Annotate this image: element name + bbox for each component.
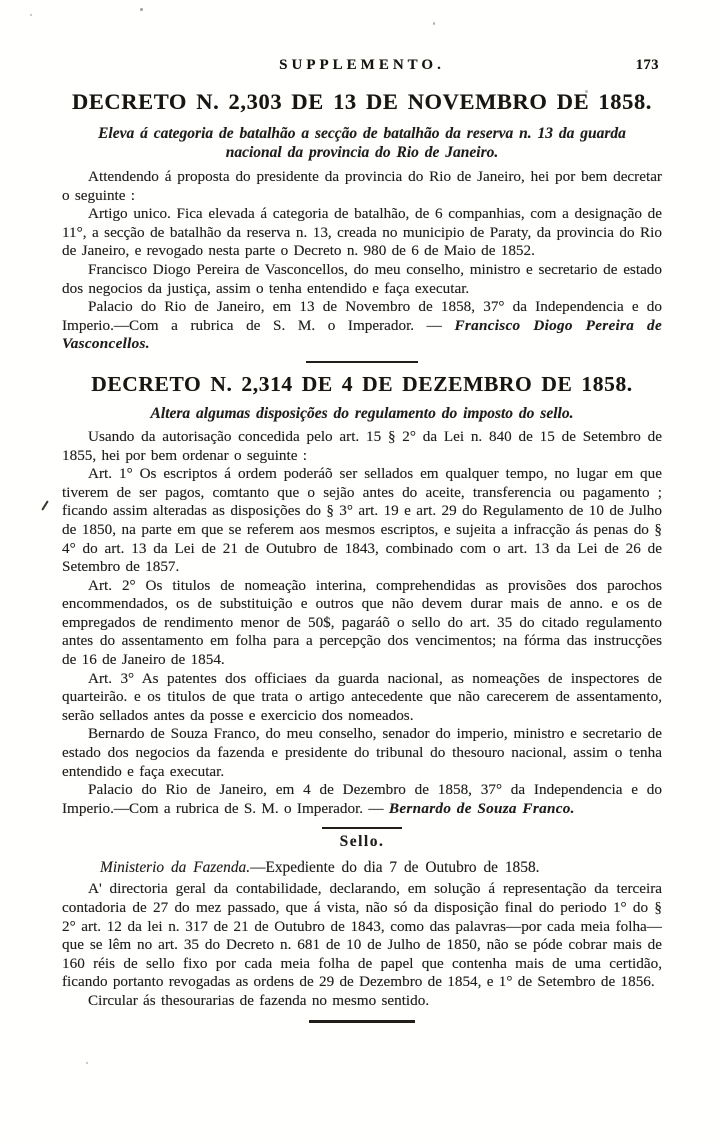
journal-title: SUPPLEMENTO. xyxy=(279,57,445,73)
closing-text: Palacio do Rio de Janeiro, em 4 de Dezembro de 1858, 37° da Independencia e do Imperio.—Com a rubrica de S. M. o Imperador. — xyxy=(62,781,662,817)
decree-2314-summary: Altera algumas disposições do regulamento do imposto do sello. xyxy=(150,404,574,422)
paragraph: Art. 2° Os titulos de nomeação interina, comprehendidas as provisões dos parochos encommendados, os de substituição e outros que não devem durar mais de anno. e os de empregados de rendimento menor de 50$, pagaráõ o sello do art. 35 do citado regulamento antes do assentamento em folha para a percepção dos vencimentos; na fórma das instrucções de 16 de Janeiro de 1854. xyxy=(62,576,662,669)
paragraph: A' directoria geral da contabilidade, declarando, em solução á representação da terceira contadoria de 27 do mez passado, que á vista, não só da disposição final do periodo 1° do § 2° art. 12 da lei n. 317 de 21 de Outubro de 1843, como das palavras—por cada meia folha— que se lêm no art. 35 do Decreto n. 681 de 10 de Julho de 1850, não se póde cobrar mais de 160 réis de sello fixo por cada meia folha de papel que contenha mais de uma certidão, ficando portanto revogadas as ordens de 29 de Dezembro de 1854, e 1° de Setembro de 1856. xyxy=(62,880,662,991)
sello-heading: Sello. xyxy=(339,833,385,851)
expediente-line xyxy=(62,859,662,877)
paragraph: Usando da autorisação concedida pelo art. 15 § 2° da Lei n. 840 de 15 de Setembro de 1855, hei por bem ordenar o seguinte : xyxy=(62,427,662,464)
scan-speck xyxy=(585,90,588,93)
running-head xyxy=(62,56,662,76)
sello-body xyxy=(62,880,662,1010)
margin-pen-mark xyxy=(41,500,49,510)
signature-text: Francisco Diogo Pereira de Vasconcellos. xyxy=(62,316,662,353)
paragraph: Artigo unico. Fica elevada á categoria de batalhão, de 6 companhias, com a designação de 11°, a secção de batalhão da reserva n. 13, creada no municipio de Paraty, da provincia do Rio de Janeiro, e revogado nesta parte o Decreto n. 980 de 6 de Maio de 1852. xyxy=(62,205,662,260)
scan-speck xyxy=(433,22,435,25)
ministry-name: Ministerio da Fazenda. xyxy=(100,859,251,877)
section-divider xyxy=(306,361,418,363)
scan-speck xyxy=(30,14,32,16)
decree-2303-summary: Eleva á categoria de batalhão a secção de batalhão da reserva n. 13 da guarda nacional da provincia do Rio de Janeiro. xyxy=(98,125,626,161)
paragraph: Art. 1° Os escriptos á ordem poderáõ ser sellados em qualquer tempo, no lugar em que tiverem de ser pagos, comtanto que o sejão antes do aceite, transferencia ou pagamento ; ficando assim alteradas as disposições do § 3° art. 19 e art. 29 do Regulamento de 10 de Julho de 1850, na parte em que se referem aos mesmos escriptos, e sujeita a infracção ás penas do § 4° do art. 13 da Lei de 21 de Outubro de 1843, combinado com o art. 13 da Lei de 26 de Setembro de 1857. xyxy=(62,465,662,576)
signature-text: Bernardo de Souza Franco. xyxy=(388,799,575,817)
decree-2303-title: DECRETO N. 2,303 DE 13 DE NOVEMBRO DE 1858. xyxy=(71,89,653,114)
paragraph: Bernardo de Souza Franco, do meu conselho, senador do imperio, ministro e secretario de estado dos negocios da fazenda e presidente do tribunal do thesouro nacional, assim o tenha entendido e faça executar. xyxy=(62,725,662,780)
decree-2314-title: DECRETO N. 2,314 DE 4 DE DEZEMBRO DE 1858. xyxy=(91,371,633,396)
scan-speck xyxy=(86,1062,88,1064)
decree-2314-body xyxy=(62,428,662,818)
page-number: 173 xyxy=(635,57,659,73)
scan-speck xyxy=(140,8,143,11)
closing-text: Palacio do Rio de Janeiro, em 13 de Novembro de 1858, 37° da Independencia e do Imperio.—Com a rubrica de S. M. o Imperador. — xyxy=(62,298,662,334)
paragraph: Art. 3° As patentes dos officiaes da guarda nacional, as nomeações de inspectores de quarteirão. e os titulos de que trata o artigo antecedente que não carecerem de assentamento, serão sellados antes da posse e exercicio dos nomeados. xyxy=(62,669,662,724)
section-divider xyxy=(322,827,402,829)
end-divider xyxy=(309,1020,415,1023)
closing-paragraph xyxy=(62,298,662,354)
expediente-text: —Expediente do dia 7 de Outubro de 1858. xyxy=(250,859,540,877)
paragraph: Circular ás thesourarias de fazenda no mesmo sentido. xyxy=(88,991,430,1009)
paragraph: Francisco Diogo Pereira de Vasconcellos, do meu conselho, ministro e secretario de estado dos negocios da justiça, assim o tenha entendido e faça executar. xyxy=(62,260,662,297)
decree-2303-body xyxy=(62,168,662,354)
closing-paragraph xyxy=(62,781,662,818)
paragraph: Attendendo á proposta do presidente da provincia do Rio de Janeiro, hei por bem decretar o seguinte : xyxy=(62,168,662,204)
